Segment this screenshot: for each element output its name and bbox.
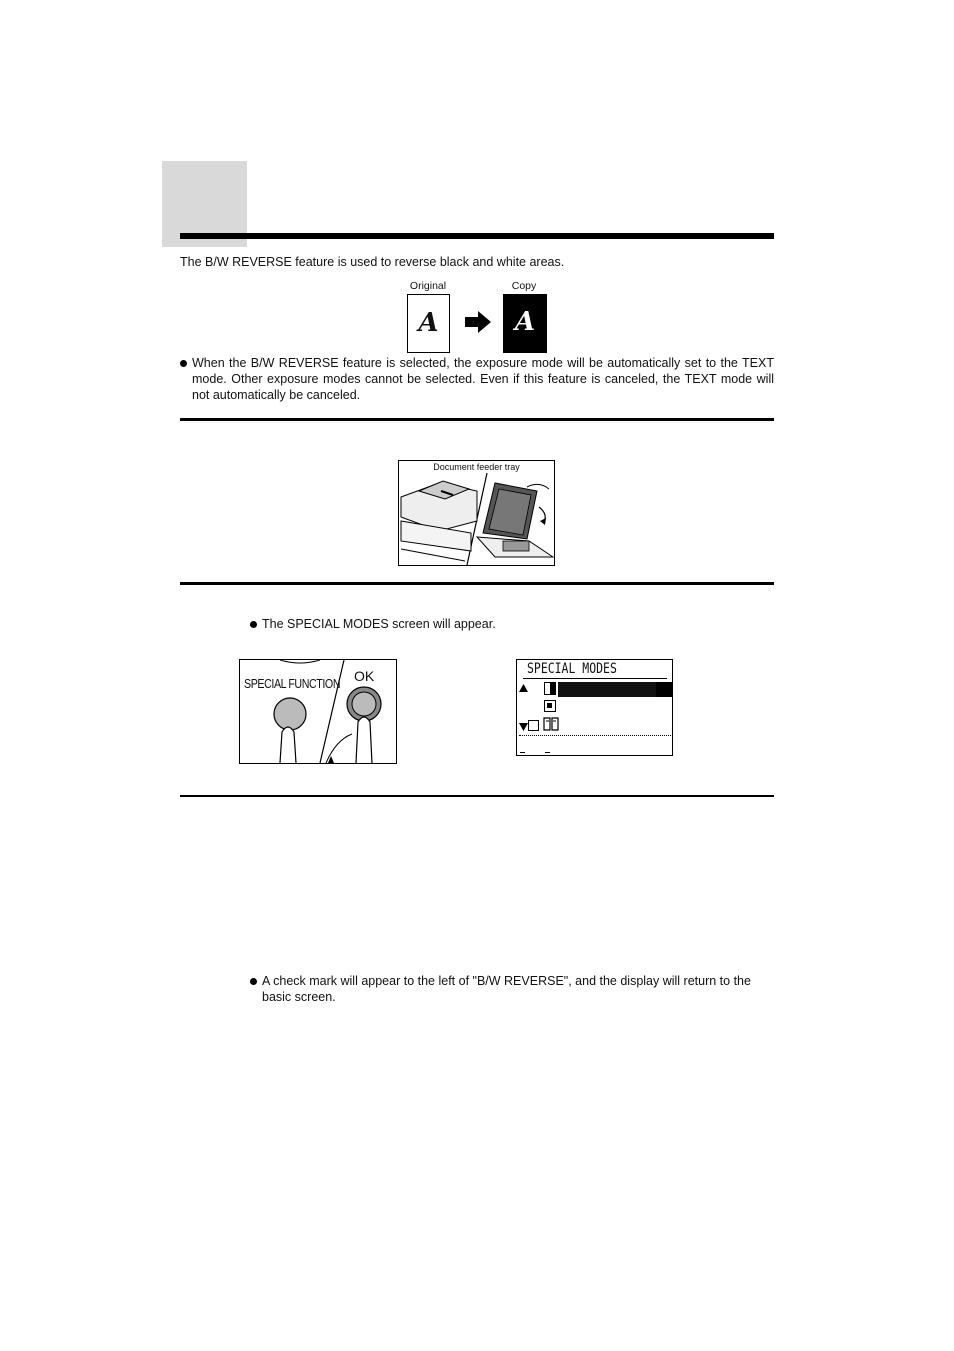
intro-text: The B/W REVERSE feature is used to reverse black and white areas. — [180, 255, 565, 269]
special-modes-note-text: The SPECIAL MODES screen will appear. — [262, 617, 496, 631]
ok-key[interactable] — [347, 687, 381, 721]
header-rule — [180, 233, 774, 239]
copier-drawing — [399, 461, 554, 565]
bullet-icon — [250, 978, 257, 985]
copy-sheet — [503, 294, 547, 353]
lcd-dotted-divider — [519, 735, 671, 736]
original-glyph: A — [418, 308, 439, 338]
original-sheet — [407, 294, 450, 353]
checkbox-icon — [528, 720, 539, 731]
bullet-icon — [180, 360, 187, 367]
scroll-down-icon — [519, 723, 528, 731]
mode-icon — [544, 700, 556, 712]
check-mark-note — [250, 973, 774, 1005]
lcd-title: SPECIAL MODES — [527, 661, 617, 677]
original-label: Original — [409, 280, 447, 292]
special-modes-note — [250, 616, 774, 632]
lcd-title-underline — [523, 678, 667, 679]
special-function-key-label: SPECIAL FUNCTION — [244, 676, 341, 691]
lcd-row-highlight[interactable] — [558, 682, 656, 697]
book-icon — [543, 717, 559, 731]
document-placement-illustration — [398, 460, 555, 566]
special-function-key[interactable] — [274, 698, 306, 730]
special-modes-lcd — [516, 659, 673, 756]
bullet-icon — [250, 621, 257, 628]
step1-rule — [180, 418, 774, 421]
exposure-note — [180, 355, 774, 403]
copy-glyph: A — [514, 307, 536, 337]
arrow-right-icon — [465, 311, 491, 333]
step2-rule — [180, 582, 774, 585]
bw-reverse-icon — [544, 682, 556, 695]
scroll-up-icon — [519, 684, 528, 692]
step3-rule — [180, 795, 774, 797]
special-function-keys-illustration — [239, 659, 397, 764]
ok-key-label: OK — [354, 668, 375, 684]
copy-label: Copy — [511, 280, 537, 292]
document-feeder-tray-label: Document feeder tray — [433, 462, 520, 472]
exposure-note-text: When the B/W REVERSE feature is selected, the exposure mode will be automatically set to the TEXT mode. Other exposure modes cannot be selected. Even if this feature is canceled, the TEXT mode will not automatically be canceled. — [192, 356, 774, 402]
check-mark-note-text: A check mark will appear to the left of "B/W REVERSE", and the display will return to the basic screen. — [262, 974, 751, 1004]
lcd-scrollbar — [656, 682, 672, 697]
